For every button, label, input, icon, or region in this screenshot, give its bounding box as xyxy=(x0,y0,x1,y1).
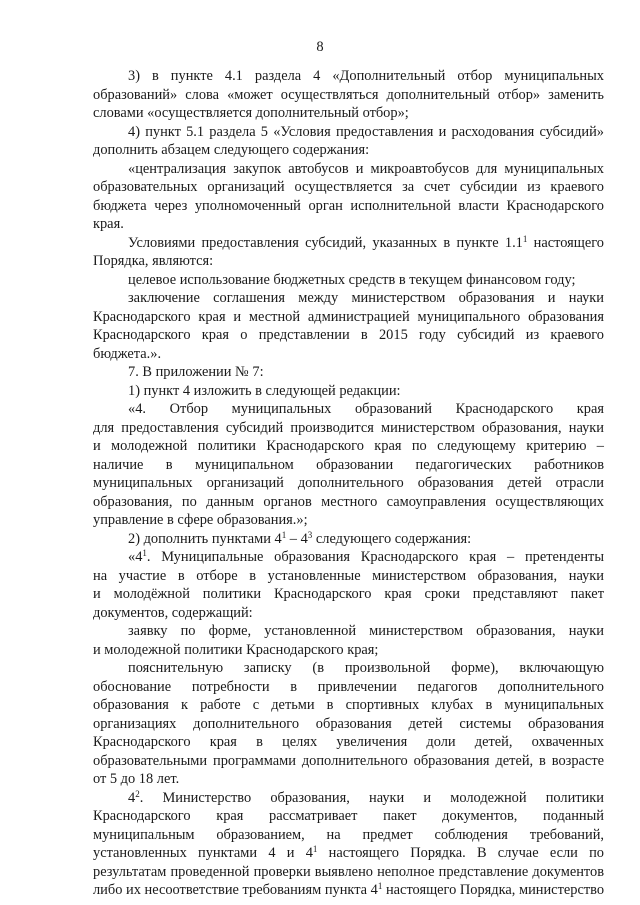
text-line: образования, по данным органов местного самоуправления осуществляющих xyxy=(93,494,604,510)
text-run: либо их несоответствие требованиям пункта 4 xyxy=(93,882,378,898)
text-line: Краснодарского края в целях увеличения доли детей, охваченных xyxy=(93,734,604,750)
text-line: 3) в пункте 4.1 раздела 4 «Дополнительный отбор муниципальных xyxy=(128,68,604,84)
text-line xyxy=(93,844,604,863)
text-line: образования к работе с детьми в спортивных клубах в муниципальных xyxy=(93,697,604,713)
text-line: заключение соглашения между министерством образования и науки xyxy=(128,290,604,306)
text-line xyxy=(93,881,604,900)
text-line: края. xyxy=(93,216,124,232)
text-line: для предоставления субсидий производится министерством образования, науки xyxy=(93,420,604,436)
text-run: следующего содержания: xyxy=(312,531,472,547)
text-run: – 4 xyxy=(286,531,308,547)
text-run: . Министерство образования, науки и молодежной политики xyxy=(139,790,604,806)
superscript: 1 xyxy=(142,548,147,558)
text-line: муниципальных организаций дополнительного образования детей отрасли xyxy=(93,475,604,491)
text-line: «4. Отбор муниципальных образований Краснодарского края xyxy=(128,401,604,417)
text-line: обоснование потребности в привлечении педагогов дополнительного xyxy=(93,679,604,695)
text-line xyxy=(128,530,604,549)
text-run: . Муниципальные образования Краснодарского края – претенденты xyxy=(146,549,604,565)
text-line: организациях дополнительного образования детей системы образования xyxy=(93,716,604,732)
superscript: 1 xyxy=(377,881,383,891)
text-line xyxy=(128,234,604,253)
text-line: управление в сфере образования.»; xyxy=(93,512,308,528)
text-line: 7. В приложении № 7: xyxy=(128,364,264,380)
text-run: настоящего Порядка. В случае если по xyxy=(317,845,604,861)
text-line: образований» слова «может осуществляться дополнительный отбор» заменить xyxy=(93,87,604,103)
text-line: 4) пункт 5.1 раздела 5 «Условия предоставления и расходования субсидий» xyxy=(128,124,604,140)
superscript: 1 xyxy=(522,234,528,244)
text-line: и молодежной политики Краснодарского края по следующему критерию – xyxy=(93,438,604,454)
text-line: словами «осуществляется дополнительный отбор»; xyxy=(93,105,409,121)
text-line: Краснодарского края и местной администрацией муниципального образования xyxy=(93,309,604,325)
page-number: 8 xyxy=(316,39,324,55)
text-line: образовательных организаций осуществляется за счет субсидии из краевого xyxy=(93,179,604,195)
text-line: образовательными программами дополнительного образования детей, в возрасте xyxy=(93,753,604,769)
superscript: 1 xyxy=(281,530,287,540)
text-line: бюджета.». xyxy=(93,346,162,362)
text-run: 4 xyxy=(128,790,136,806)
superscript: 2 xyxy=(135,789,140,799)
text-line: пояснительную записку (в произвольной форме), включающую xyxy=(128,660,604,676)
text-run: «4 xyxy=(128,549,143,565)
text-line xyxy=(128,789,604,808)
text-line: дополнить абзацем следующего содержания: xyxy=(93,142,370,158)
superscript: 3 xyxy=(307,530,313,540)
text-line: результатам проведенной проверки выявлено неполное представление документов xyxy=(93,864,604,880)
text-line: Порядка, являются: xyxy=(93,253,214,269)
text-run: настоящего xyxy=(527,235,605,251)
text-line: и молодежной политики Краснодарского края; xyxy=(93,642,379,658)
text-run: 2) дополнить пунктами 4 xyxy=(128,531,282,547)
text-run: Условиями предоставления субсидий, указанных в пункте 1.1 xyxy=(128,235,523,251)
text-line: Краснодарского края рассматривает пакет документов, поданный xyxy=(93,808,604,824)
text-line: 1) пункт 4 изложить в следующей редакции: xyxy=(128,383,401,399)
text-line: на участие в отборе в установленные министерством образования, науки xyxy=(93,568,604,584)
text-line: заявку по форме, установленной министерством образования, науки xyxy=(128,623,604,639)
text-line: наличие в муниципальном образовании педагогических работников xyxy=(93,457,604,473)
text-line: документов, содержащий: xyxy=(93,605,253,621)
text-line: целевое использование бюджетных средств в текущем финансовом году; xyxy=(128,272,576,288)
text-line: Краснодарского края о представлении в 2015 году субсидий из краевого xyxy=(93,327,604,343)
text-line xyxy=(128,548,604,567)
text-line: муниципальным образованием, на предмет соблюдения требований, xyxy=(93,827,604,843)
text-line: бюджета через уполномоченный орган исполнительной власти Краснодарского xyxy=(93,198,604,214)
text-run: установленных пунктами 4 и 4 xyxy=(93,845,313,861)
text-run: настоящего Порядка, министерство xyxy=(382,882,605,898)
text-line: «централизация закупок автобусов и микроавтобусов для муниципальных xyxy=(128,161,604,177)
text-line: и молодёжной политики Краснодарского края сроки представляют пакет xyxy=(93,586,604,602)
superscript: 1 xyxy=(312,844,318,854)
text-line: от 5 до 18 лет. xyxy=(93,771,180,787)
